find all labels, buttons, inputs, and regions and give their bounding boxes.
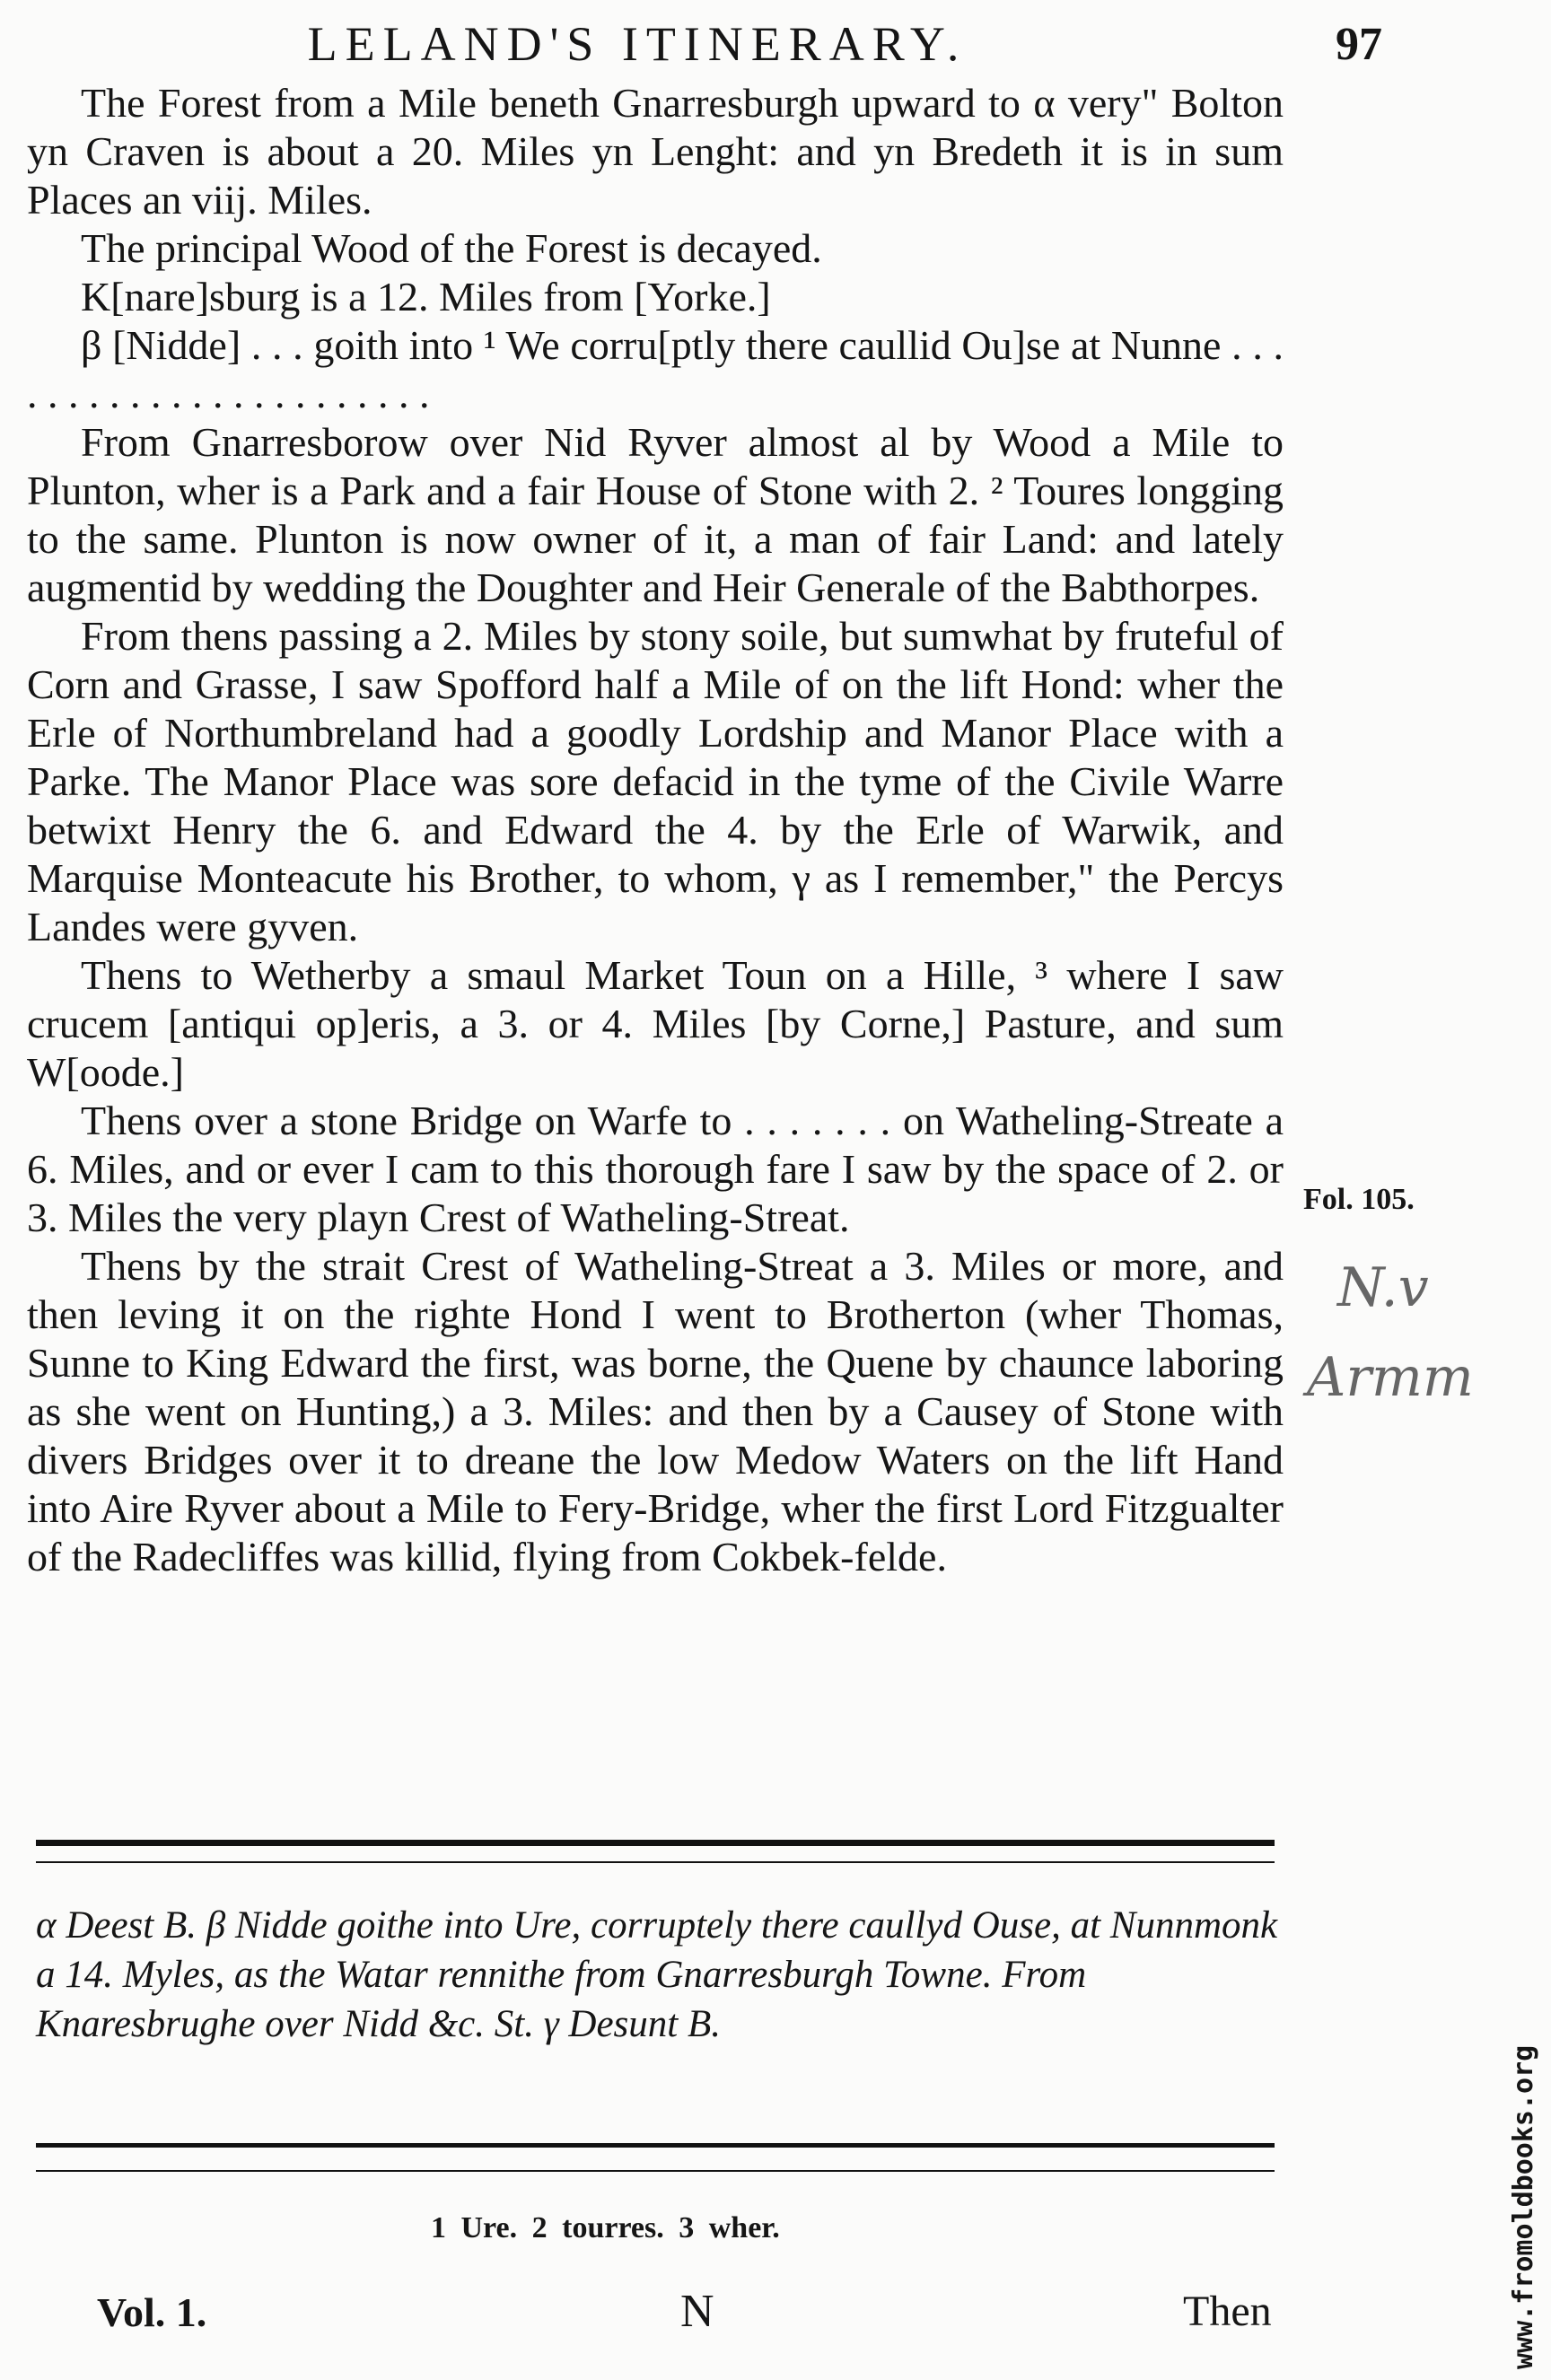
handwritten-annotation: Armm: [1307, 1346, 1474, 1409]
main-text: [27, 79, 1284, 1581]
paragraph-wetherby: Thens to Wetherby a smaul Market Toun on a Hille, ³ where I saw crucem [antiqui op]eris, a 3. or 4. Miles [by Corne,] Pasture, and sum W[oode.]: [27, 952, 1284, 1095]
paragraph-forest: The Forest from a Mile beneth Gnarresburgh upward to α very" Bolton yn Craven is about a 20. Miles yn Lenght: and yn Bredeth it is in sum Places an viij. Miles.: [27, 80, 1284, 223]
thick-rule: [36, 1840, 1275, 1846]
thin-rule: [36, 2170, 1275, 2172]
footnote-references: 1 Ure. 2 tourres. 3 wher.: [431, 2211, 780, 2244]
paragraph-plunton: From Gnarresborow over Nid Ryver almost al by Wood a Mile to Plunton, wher is a Park and a fair House of Stone with 2. ² Toures longging to the same. Plunton is now owner of it, a man of fair Land: and lately augmentid by wedding the Doughter and Heir Generale of the Babthorpes.: [27, 419, 1284, 610]
folio-margin-note: Fol. 105.: [1303, 1183, 1415, 1216]
thin-rule: [36, 1861, 1275, 1863]
signature-letter: N: [680, 2286, 714, 2337]
page-number: 97: [1336, 19, 1382, 70]
catchword: Then: [1183, 2288, 1272, 2335]
thick-rule: [36, 2143, 1275, 2148]
running-title: LELAND'S ITINERARY.: [307, 17, 968, 71]
volume-signature: Vol. 1.: [97, 2289, 207, 2335]
textual-notes: α Deest B. β Nidde goithe into Ure, corruptely there caullyd Ouse, at Nunnmonk a 14. Myles, as the Watar rennithe from Gnarresburgh Towne. From Knaresbrughe over Nidd &c. St. γ Desunt B.: [36, 1904, 1278, 2045]
watermark: www.fromoldbooks.org: [1508, 2044, 1539, 2369]
handwritten-annotation: N.v: [1337, 1256, 1429, 1319]
paragraph-nidde: β [Nidde] . . . goith into ¹ We corru[ptly there caullid Ou]se at Nunne . . . . . . . . . . . . . . . . . . . . . . .: [27, 322, 1284, 416]
paragraph-warfe: Thens over a stone Bridge on Warfe to . . . . . . . on Watheling-Streate a 6. Miles, and or ever I cam to this thorough fare I saw by the space of 2. or 3. Miles the very playn Crest of Watheling-Streat.: [27, 1098, 1284, 1240]
paragraph-knaresburg: K[nare]sburg is a 12. Miles from [Yorke.]: [81, 274, 771, 319]
paragraph-spofford: From thens passing a 2. Miles by stony soile, but sumwhat by fruteful of Corn and Grasse, I saw Spofford half a Mile of on the lift Hond: wher the Erle of Northumbreland had a goodly Lordship and Manor Place with a Parke. The Manor Place was sore defacid in the tyme of the Civile Warre betwixt Henry the 6. and Edward the 4. by the Erle of Warwik, and Marquise Monteacute his Brother, to whom, γ as I remember," the Percys Landes were gyven.: [27, 613, 1284, 949]
paragraph-wood: The principal Wood of the Forest is decayed.: [81, 225, 822, 271]
paragraph-brotherton: Thens by the strait Crest of Watheling-Streat a 3. Miles or more, and then leving it on the righte Hond I went to Brotherton (wher Thomas, Sunne to King Edward the first, was borne, the Quene by chaunce laboring as she went on Hunting,) a 3. Miles: and then by a Causey of Stone with divers Bridges over it to dreane the low Medow Waters on the lift Hand into Aire Ryver about a Mile to Fery-Bridge, wher the first Lord Fitzgualter of the Radecliffes was killid, flying from Cokbek-felde.: [27, 1243, 1284, 1579]
